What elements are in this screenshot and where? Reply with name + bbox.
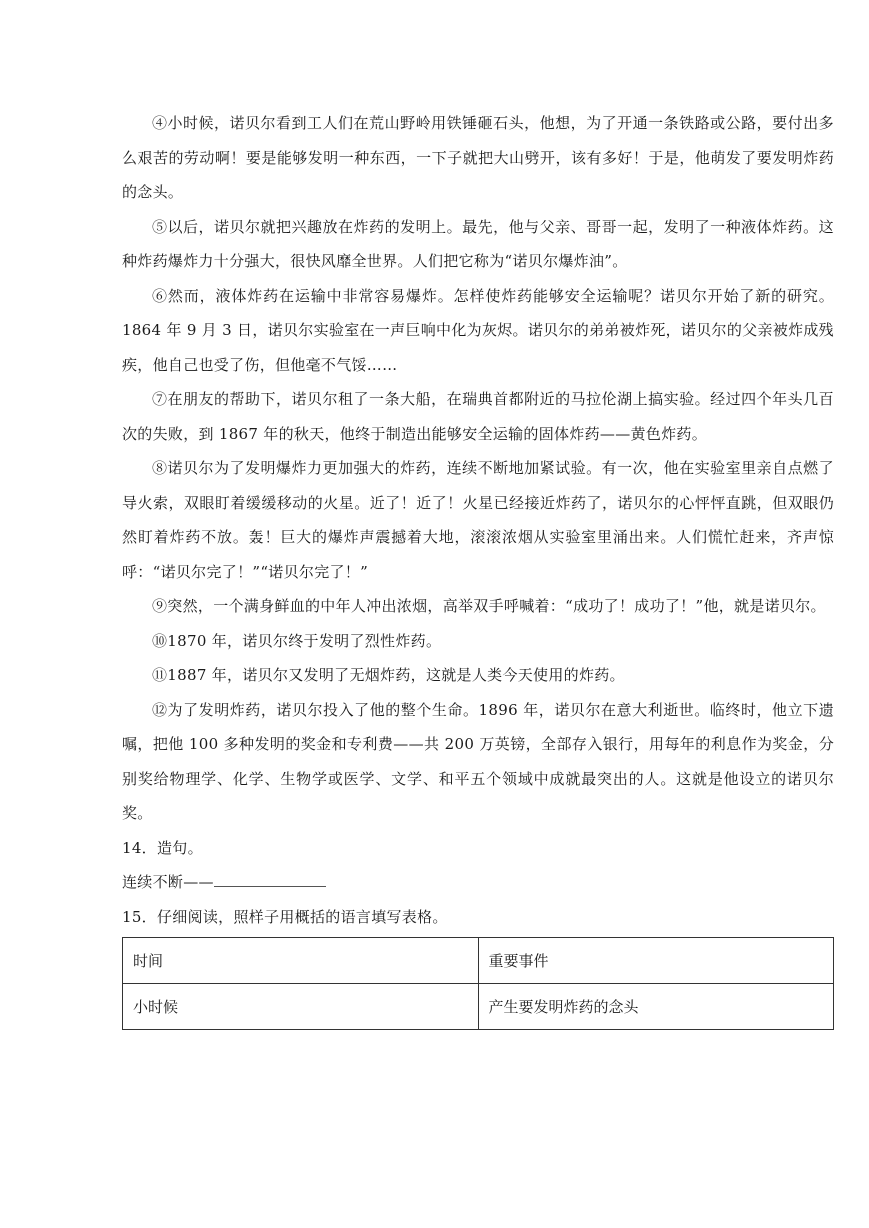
paragraph-9: ⑨突然，一个满身鲜血的中年人冲出浓烟，高举双手呼喊着：“成功了！成功了！”他，就是诺贝尔。 [152, 597, 826, 615]
paragraph-11: ⑪1887 年，诺贝尔又发明了无烟炸药，这就是人类今天使用的炸药。 [152, 666, 625, 684]
question-15-title: 15．仔细阅读，照样子用概括的语言填写表格。 [122, 907, 448, 926]
answer-table [122, 937, 834, 1030]
reading-passage [122, 106, 834, 831]
paragraph-8: ⑧诺贝尔为了发明爆炸力更加强大的炸药，连续不断地加紧试验。有一次，他在实验室里亲自点燃了导火索，双眼盯着缓缓移动的火星。近了！近了！火星已经接近炸药了，诺贝尔的心怦怦直跳，但双眼仍然盯着炸药不放。轰！巨大的爆炸声震撼着大地，滚滚浓烟从实验室里涌出来。人们慌忙赶来，齐声惊呼：“诺贝尔完了！”“诺贝尔完了！” [122, 459, 834, 581]
paragraph-6: ⑥然而，液体炸药在运输中非常容易爆炸。怎样使炸药能够安全运输呢？诺贝尔开始了新的研究。1864 年 9 月 3 日，诺贝尔实验室在一声巨响中化为灰烬。诺贝尔的弟弟被炸死，诺贝尔的父亲被炸成残疾，他自己也受了伤，但他毫不气馁…… [122, 286, 834, 374]
answer-blank[interactable] [214, 872, 326, 887]
question-14-title: 14．造句。 [122, 838, 203, 857]
table-cell-event: 产生要发明炸药的念头 [478, 984, 834, 1030]
paragraph-10: ⑩1870 年，诺贝尔终于发明了烈性炸药。 [152, 631, 442, 650]
paragraph-12: ⑫为了发明炸药，诺贝尔投入了他的整个生命。1896 年，诺贝尔在意大利逝世。临终时，他立下遗嘱，把他 100 多种发明的奖金和专利费——共 200 万英镑，全部存入银行，用每年的利息作为奖金，分别奖给物理学、化学、生物学或医学、文学、和平五个领域中成就最突出的人。这就是他设立的诺贝尔奖。 [122, 700, 834, 822]
paragraph-5: ⑤以后，诺贝尔就把兴趣放在炸药的发明上。最先，他与父亲、哥哥一起，发明了一种液体炸药。这种炸药爆炸力十分强大，很快风靡全世界。人们把它称为“诺贝尔爆炸油”。 [122, 217, 834, 270]
question-14-word: 连续不断—— [122, 873, 214, 891]
question-14-prompt [122, 865, 834, 900]
table-cell-time: 小时候 [123, 984, 479, 1030]
table-header-event: 重要事件 [478, 938, 834, 984]
table-row [123, 984, 834, 1030]
table-header-row [123, 938, 834, 984]
table-header-time: 时间 [123, 938, 479, 984]
paragraph-7: ⑦在朋友的帮助下，诺贝尔租了一条大船，在瑞典首都附近的马拉伦湖上搞实验。经过四个年头几百次的失败，到 1867 年的秋天，他终于制造出能够安全运输的固体炸药——黄色炸药。 [122, 390, 834, 443]
document-page [122, 106, 834, 1030]
paragraph-4: ④小时候，诺贝尔看到工人们在荒山野岭用铁锤砸石头，他想，为了开通一条铁路或公路，要付出多么艰苦的劳动啊！要是能够发明一种东西，一下子就把大山劈开，该有多好！于是，他萌发了要发明炸药的念头。 [122, 114, 834, 201]
